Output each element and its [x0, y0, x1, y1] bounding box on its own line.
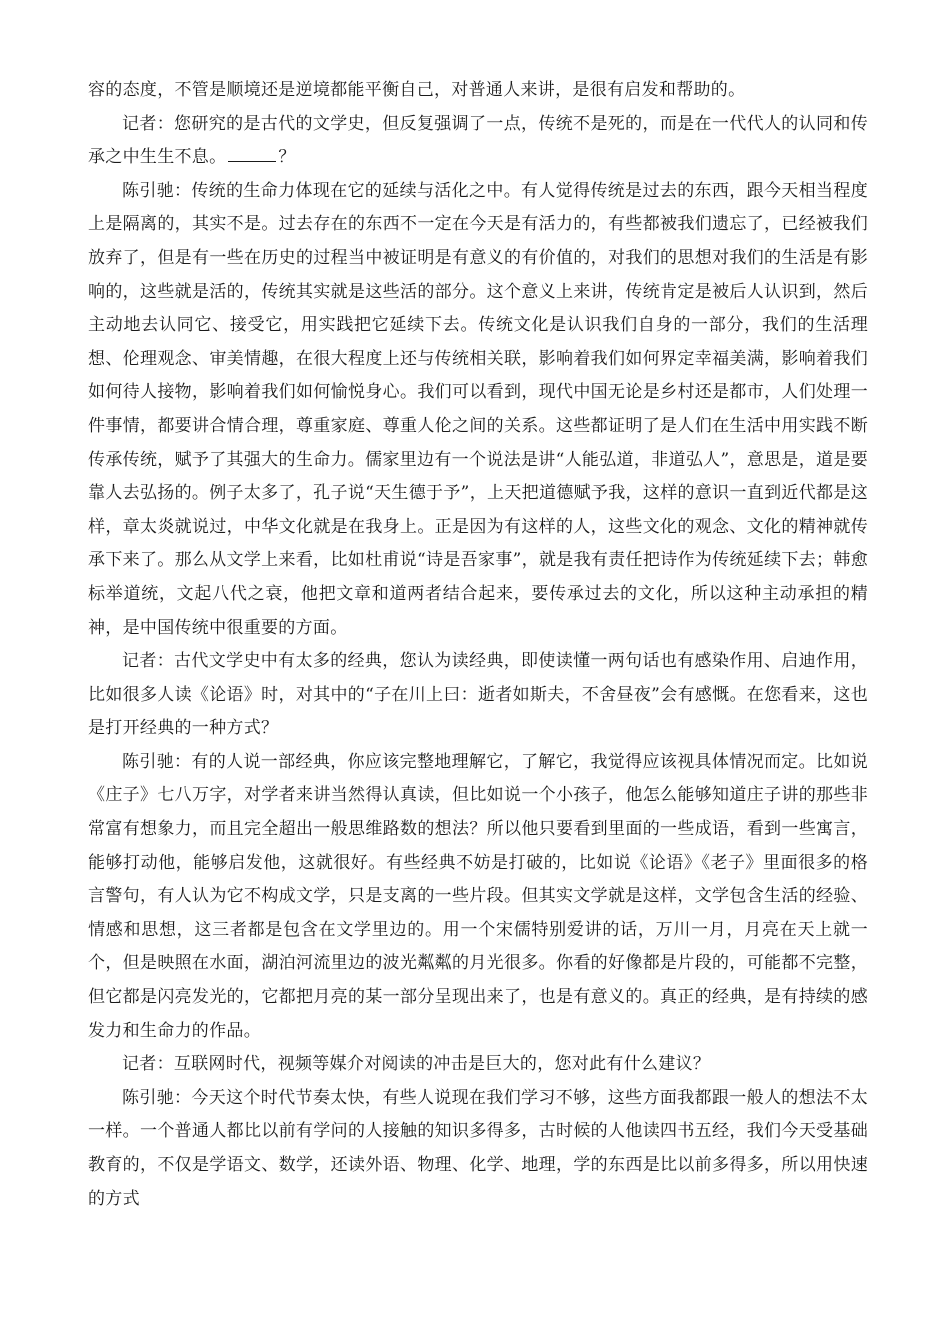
- paragraph-reporter-question-tradition: [88, 108, 868, 175]
- paragraph-continuation: 容的态度，不管是顺境还是逆境都能平衡自己，对普通人来讲，是很有启发和帮助的。: [88, 80, 746, 100]
- question-mark: ？: [278, 147, 296, 168]
- question-text: 记者：您研究的是古代的文学史，但反复强调了一点，传统不是死的，而是在一代代人的认同和传承之中生生不息。: [88, 113, 868, 168]
- answer-blank: [228, 160, 276, 162]
- paragraph-answer-tradition: 陈引驰：传统的生命力体现在它的延续与活化之中。有人觉得传统是过去的东西，跟今天相当程度上是隔离的，其实不是。过去存在的东西不一定在今天是有活力的，有些都被我们遗忘了，已经被我们放弃了，但是有一些在历史的过程当中被证明是有意义的有价值的，对我们的思想对我们的生活是有影响的，这些就是活的，传统其实就是这些活的部分。这个意义上来讲，传统肯定是被后人认识到，然后主动地去认同它、接受它，用实践把它延续下去。传统文化是认识我们自身的一部分，我们的生活理想、伦理观念、审美情趣，在很大程度上还与传统相关联，影响着我们如何界定幸福美满，影响着我们如何待人接物，影响着我们如何愉悦身心。我们可以看到，现代中国无论是乡村还是都市，人们处理一件事情，都要讲合情合理，尊重家庭、尊重人伦之间的关系。这些都证明了是人们在生活中用实践不断传承传统，赋予了其强大的生命力。儒家里边有一个说法是讲“人能弘道，非道弘人”，意思是，道是要靠人去弘扬的。例子太多了，孔子说“天生德于予”，上天把道德赋予我，这样的意识一直到近代都是这样，章太炎就说过，中华文化就是在我身上。正是因为有这样的人，这些文化的观念、文化的精神就传承下来了。那么从文学上来看，比如杜甫说“诗是吾家事”，就是我有责任把诗作为传统延续下去；韩愈标举道统，文起八代之衰，他把文章和道两者结合起来，要传承过去的文化，所以这种主动承担的精神，是中国传统中很重要的方面。: [88, 180, 868, 638]
- paragraph-answer-classics: 陈引驰：有的人说一部经典，你应该完整地理解它，了解它，我觉得应该视具体情况而定。比如说《庄子》七八万字，对学者来讲当然得认真读，但比如说一个小孩子，他怎么能够知道庄子讲的那些非常富有想象力，而且完全超出一般思维路数的想法？所以他只要看到里面的一些成语，看到一些寓言，能够打动他，能够启发他，这就很好。有些经典不妨是打破的，比如说《论语》《老子》里面很多的格言警句，有人认为它不构成文学，只是支离的一些片段。但其实文学就是这样，文学包含生活的经验、情感和思想，这三者都是包含在文学里边的。用一个宋儒特别爱讲的话，万川一月，月亮在天上就一个，但是映照在水面，湖泊河流里边的波光粼粼的月光很多。你看的好像都是片段的，可能都不完整，但它都是闪亮发光的，它都把月亮的某一部分呈现出来了，也是有意义的。真正的经典，是有持续的感发力和生命力的作品。: [88, 751, 868, 1041]
- paragraph-reporter-question-classics: 记者：古代文学史中有太多的经典，您认为读经典，即使读懂一两句话也有感染作用、启迪作用，比如很多人读《论语》时，对其中的“子在川上曰：逝者如斯夫，不舍昼夜”会有感慨。在您看来，这也是打开经典的一种方式？: [88, 651, 868, 739]
- paragraph-answer-internet: 陈引驰：今天这个时代节奏太快，有些人说现在我们学习不够，这些方面我都跟一般人的想法不太一样。一个普通人都比以前有学问的人接触的知识多得多，古时候的人他读四书五经，我们今天受基础教育的，不仅是学语文、数学，还读外语、物理、化学、地理，学的东西是比以前多得多，所以用快速的方式: [88, 1087, 868, 1209]
- document-page: [88, 74, 868, 1216]
- paragraph-reporter-question-internet: 记者：互联网时代，视频等媒介对阅读的冲击是巨大的，您对此有什么建议？: [122, 1054, 711, 1075]
